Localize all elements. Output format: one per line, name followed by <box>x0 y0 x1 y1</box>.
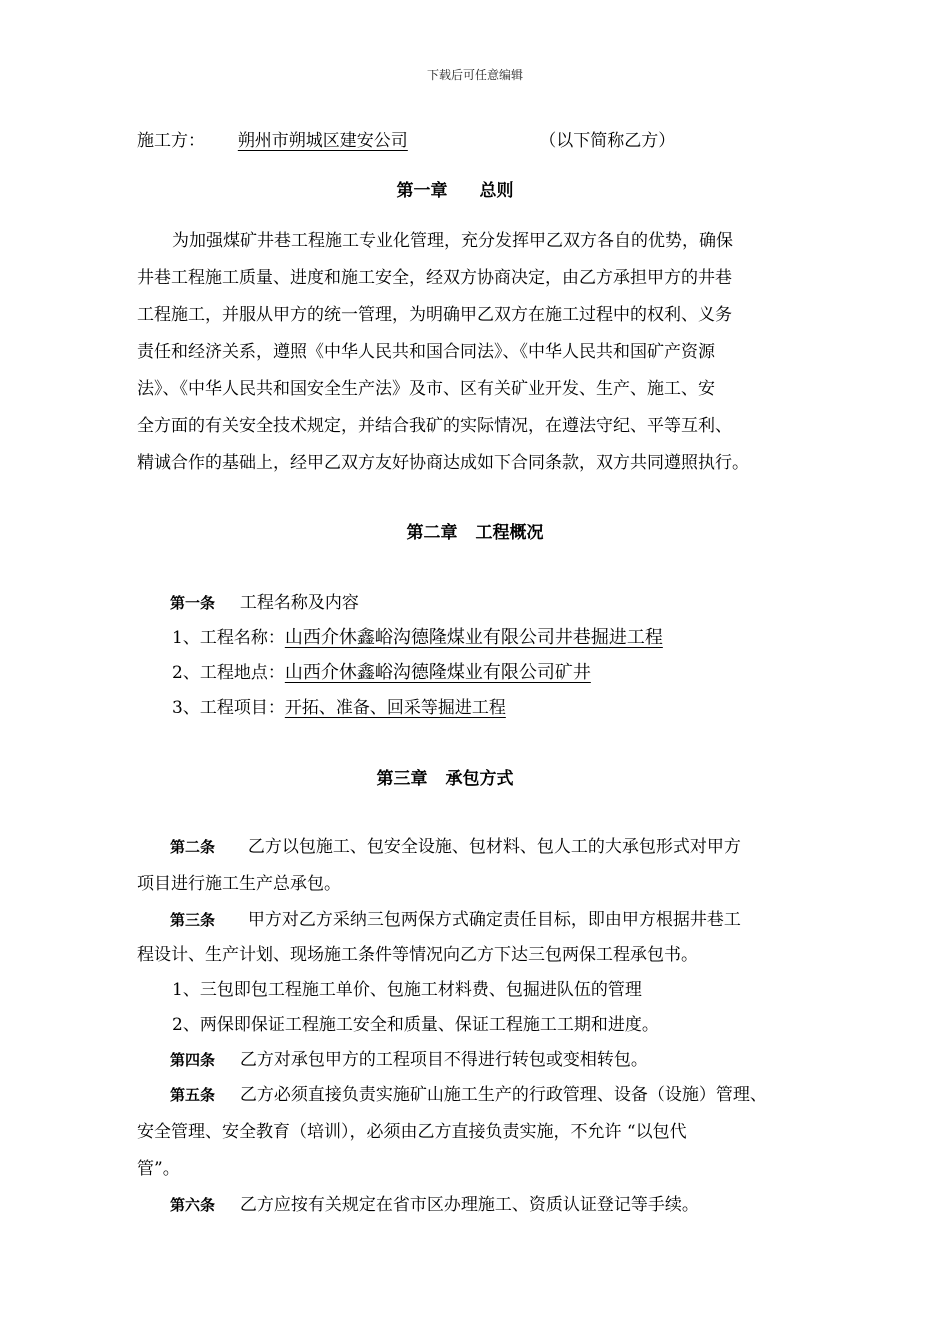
chapter-1-para-line: 为加强煤矿井巷工程施工专业化管理，充分发挥甲乙双方各自的优势，确保 <box>172 231 733 251</box>
article-2-line: 项目进行施工生产总承包。 <box>137 874 341 894</box>
page-header-note: 下载后可任意编辑 <box>426 68 523 82</box>
article-3-item: 1、三包即包工程施工单价、包施工材料费、包掘进队伍的管理 <box>172 980 642 1000</box>
project-item <box>172 693 506 718</box>
chapter-3-number: 第三章 <box>376 769 428 789</box>
article-4 <box>170 1045 648 1070</box>
article-6 <box>170 1190 699 1215</box>
article-3 <box>170 905 741 930</box>
chapter-1-number: 第一章 <box>396 181 448 201</box>
article-1-label: 第一条 <box>170 594 216 612</box>
project-item-value: 山西介休鑫峪沟德隆煤业有限公司矿井 <box>284 662 591 683</box>
chapter-3-title: 承包方式 <box>445 769 514 789</box>
article-5-label: 第五条 <box>170 1086 216 1104</box>
article-4-text: 乙方对承包甲方的工程项目不得进行转包或变相转包。 <box>239 1050 648 1070</box>
article-2 <box>170 832 741 857</box>
chapter-1-para-line: 全方面的有关安全技术规定，并结合我矿的实际情况，在遵法守纪、平等互利、 <box>137 416 732 436</box>
chapter-1-para-line: 责任和经济关系，遵照《中华人民共和国合同法》、《中华人民共和国矿产资源 <box>137 342 715 362</box>
project-item-value: 山西介休鑫峪沟德隆煤业有限公司井巷掘进工程 <box>284 627 663 648</box>
article-5 <box>170 1080 767 1105</box>
article-3-label: 第三条 <box>170 911 216 929</box>
project-item-value: 开拓、准备、回采等掘进工程 <box>284 698 506 718</box>
article-4-label: 第四条 <box>170 1051 216 1069</box>
article-2-label: 第二条 <box>170 838 216 856</box>
chapter-1-title: 总则 <box>479 181 514 201</box>
article-1 <box>170 588 359 613</box>
chapter-3-heading <box>0 764 890 789</box>
article-3-line: 程设计、生产计划、现场施工条件等情况向乙方下达三包两保工程承包书。 <box>137 945 698 965</box>
article-5-line: 安全管理、安全教育（培训），必须由乙方直接负责实施，不允许 “以包代 <box>137 1122 687 1142</box>
chapter-2-heading <box>0 518 950 543</box>
project-item-prefix: 2、工程地点： <box>172 663 285 683</box>
project-item <box>172 623 663 649</box>
contractor-label: 施工方： <box>137 131 205 151</box>
chapter-1-para-line: 精诚合作的基础上，经甲乙双方友好协商达成如下合同条款，双方共同遵照执行。 <box>137 453 749 473</box>
article-5-line: 乙方必须直接负责实施矿山施工生产的行政管理、设备（设施）管理、 <box>239 1085 767 1105</box>
article-3-item: 2、两保即保证工程施工安全和质量、保证工程施工工期和进度。 <box>172 1015 659 1035</box>
article-1-text: 工程名称及内容 <box>239 593 359 613</box>
chapter-1-para-line: 工程施工，并服从甲方的统一管理，为明确甲乙双方在施工过程中的权利、义务 <box>137 305 732 325</box>
article-5-line: 管”。 <box>137 1159 180 1179</box>
article-3-line: 甲方对乙方采纳三包两保方式确定责任目标，即由甲方根据井巷工 <box>247 910 741 930</box>
project-item-prefix: 1、工程名称： <box>172 628 285 648</box>
chapter-2-title: 工程概况 <box>475 523 544 543</box>
article-6-text: 乙方应按有关规定在省市区办理施工、资质认证登记等手续。 <box>239 1195 699 1215</box>
project-item <box>172 658 591 684</box>
chapter-1-para-line: 井巷工程施工质量、进度和施工安全，经双方协商决定，由乙方承担甲方的井巷 <box>137 268 732 288</box>
article-2-line: 乙方以包施工、包安全设施、包材料、包人工的大承包形式对甲方 <box>247 837 741 857</box>
contractor-line <box>137 126 675 151</box>
project-item-prefix: 3、工程项目： <box>172 698 285 718</box>
chapter-1-heading <box>0 176 910 201</box>
contractor-name: 朔州市朔城区建安公司 <box>237 131 408 151</box>
chapter-1-para-line: 法》、《中华人民共和国安全生产法》及市、区有关矿业开发、生产、施工、安 <box>137 379 715 399</box>
article-6-label: 第六条 <box>170 1196 216 1214</box>
contractor-suffix: （以下简称乙方） <box>539 131 676 151</box>
chapter-2-number: 第二章 <box>406 523 458 543</box>
